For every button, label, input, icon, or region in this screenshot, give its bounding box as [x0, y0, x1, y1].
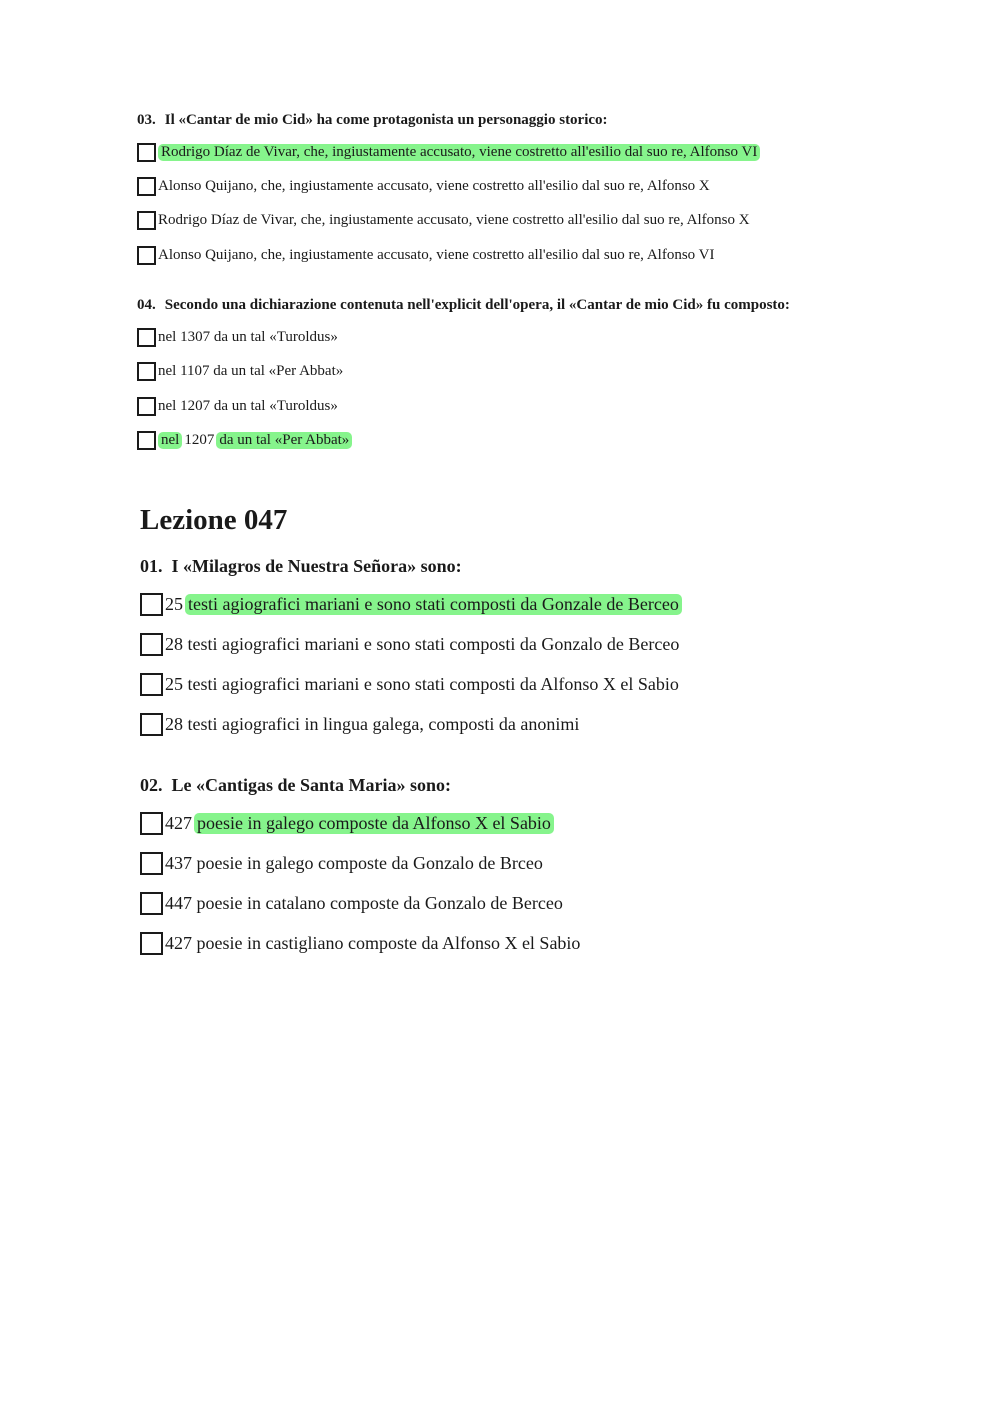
option-text: 427 poesie in castigliano composte da Alfonso X el Sabio	[165, 933, 581, 953]
checkbox[interactable]	[137, 143, 156, 162]
checkbox[interactable]	[140, 713, 163, 736]
checkbox[interactable]	[137, 177, 156, 196]
option-text: 437 poesie in galego composte da Gonzalo de Brceo	[165, 853, 543, 873]
answer-option[interactable]	[137, 246, 714, 265]
option-text: nel 1107 da un tal «Per Abbat»	[158, 363, 344, 379]
question-text: Secondo una dichiarazione contenuta nell'explicit dell'opera, il «Cantar de mio Cid» fu composto:	[164, 297, 790, 313]
checkbox[interactable]	[140, 633, 163, 656]
option-text: 1207	[184, 432, 215, 448]
checkbox[interactable]	[140, 593, 163, 616]
answer-option[interactable]	[137, 143, 760, 162]
checkbox[interactable]	[137, 211, 156, 230]
option-text: Rodrigo Díaz de Vivar, che, ingiustamente accusato, viene costretto all'esilio dal suo re, Alfonso X	[158, 212, 750, 228]
option-text: 28 testi agiografici in lingua galega, composti da anonimi	[165, 714, 580, 734]
option-text: 28 testi agiografici mariani e sono stati composti da Gonzalo de Berceo	[165, 634, 680, 654]
option-text: 25 testi agiografici mariani e sono stati composti da Alfonso X el Sabio	[165, 674, 679, 694]
question-title	[140, 556, 462, 577]
answer-option[interactable]	[137, 328, 338, 347]
option-text: Alonso Quijano, che, ingiustamente accusato, viene costretto all'esilio dal suo re, Alfonso X	[158, 178, 710, 194]
checkbox[interactable]	[140, 673, 163, 696]
checkbox[interactable]	[137, 246, 156, 265]
checkbox[interactable]	[140, 852, 163, 875]
answer-option[interactable]	[137, 211, 750, 230]
question-title	[140, 775, 451, 796]
checkbox[interactable]	[140, 892, 163, 915]
question-number: 03.	[137, 112, 156, 128]
question-number: 04.	[137, 297, 156, 313]
checkbox[interactable]	[140, 812, 163, 835]
answer-option[interactable]	[140, 633, 679, 656]
answer-option[interactable]	[137, 431, 352, 450]
highlighted-answer: Rodrigo Díaz de Vivar, che, ingiustamente accusato, viene costretto all'esilio dal suo re, Alfonso VI	[158, 144, 760, 161]
answer-option[interactable]	[137, 362, 343, 381]
question-text: Le «Cantigas de Santa Maria» sono:	[171, 775, 452, 795]
answer-option[interactable]	[140, 852, 543, 875]
checkbox[interactable]	[140, 932, 163, 955]
option-text: Alonso Quijano, che, ingiustamente accusato, viene costretto all'esilio dal suo re, Alfonso VI	[158, 247, 715, 263]
question-number: 02.	[140, 775, 163, 795]
answer-option[interactable]	[137, 397, 338, 416]
question-title	[137, 297, 790, 314]
option-text: 447 poesie in catalano composte da Gonzalo de Berceo	[165, 893, 563, 913]
question-title	[137, 112, 608, 129]
answer-option[interactable]	[140, 593, 682, 616]
lesson-title: Lezione 047	[140, 504, 288, 536]
question-text: Il «Cantar de mio Cid» ha come protagonista un personaggio storico:	[164, 112, 608, 128]
answer-option[interactable]	[140, 713, 579, 736]
answer-option[interactable]	[140, 892, 563, 915]
question-text: I «Milagros de Nuestra Señora» sono:	[171, 556, 462, 576]
option-text: 25	[165, 594, 183, 614]
highlighted-answer: da un tal «Per Abbat»	[216, 432, 352, 449]
answer-option[interactable]	[140, 812, 554, 835]
answer-option[interactable]	[140, 932, 580, 955]
checkbox[interactable]	[137, 362, 156, 381]
highlighted-answer: nel	[158, 432, 182, 449]
checkbox[interactable]	[137, 431, 156, 450]
highlighted-answer: testi agiografici mariani e sono stati composti da Gonzale de Berceo	[185, 594, 682, 615]
answer-option[interactable]	[137, 177, 710, 196]
option-text: nel 1307 da un tal «Turoldus»	[158, 329, 338, 345]
highlighted-answer: poesie in galego composte da Alfonso X el Sabio	[194, 813, 554, 834]
answer-option[interactable]	[140, 673, 679, 696]
question-number: 01.	[140, 556, 163, 576]
option-text: nel 1207 da un tal «Turoldus»	[158, 398, 338, 414]
checkbox[interactable]	[137, 397, 156, 416]
checkbox[interactable]	[137, 328, 156, 347]
option-text: 427	[165, 813, 192, 833]
